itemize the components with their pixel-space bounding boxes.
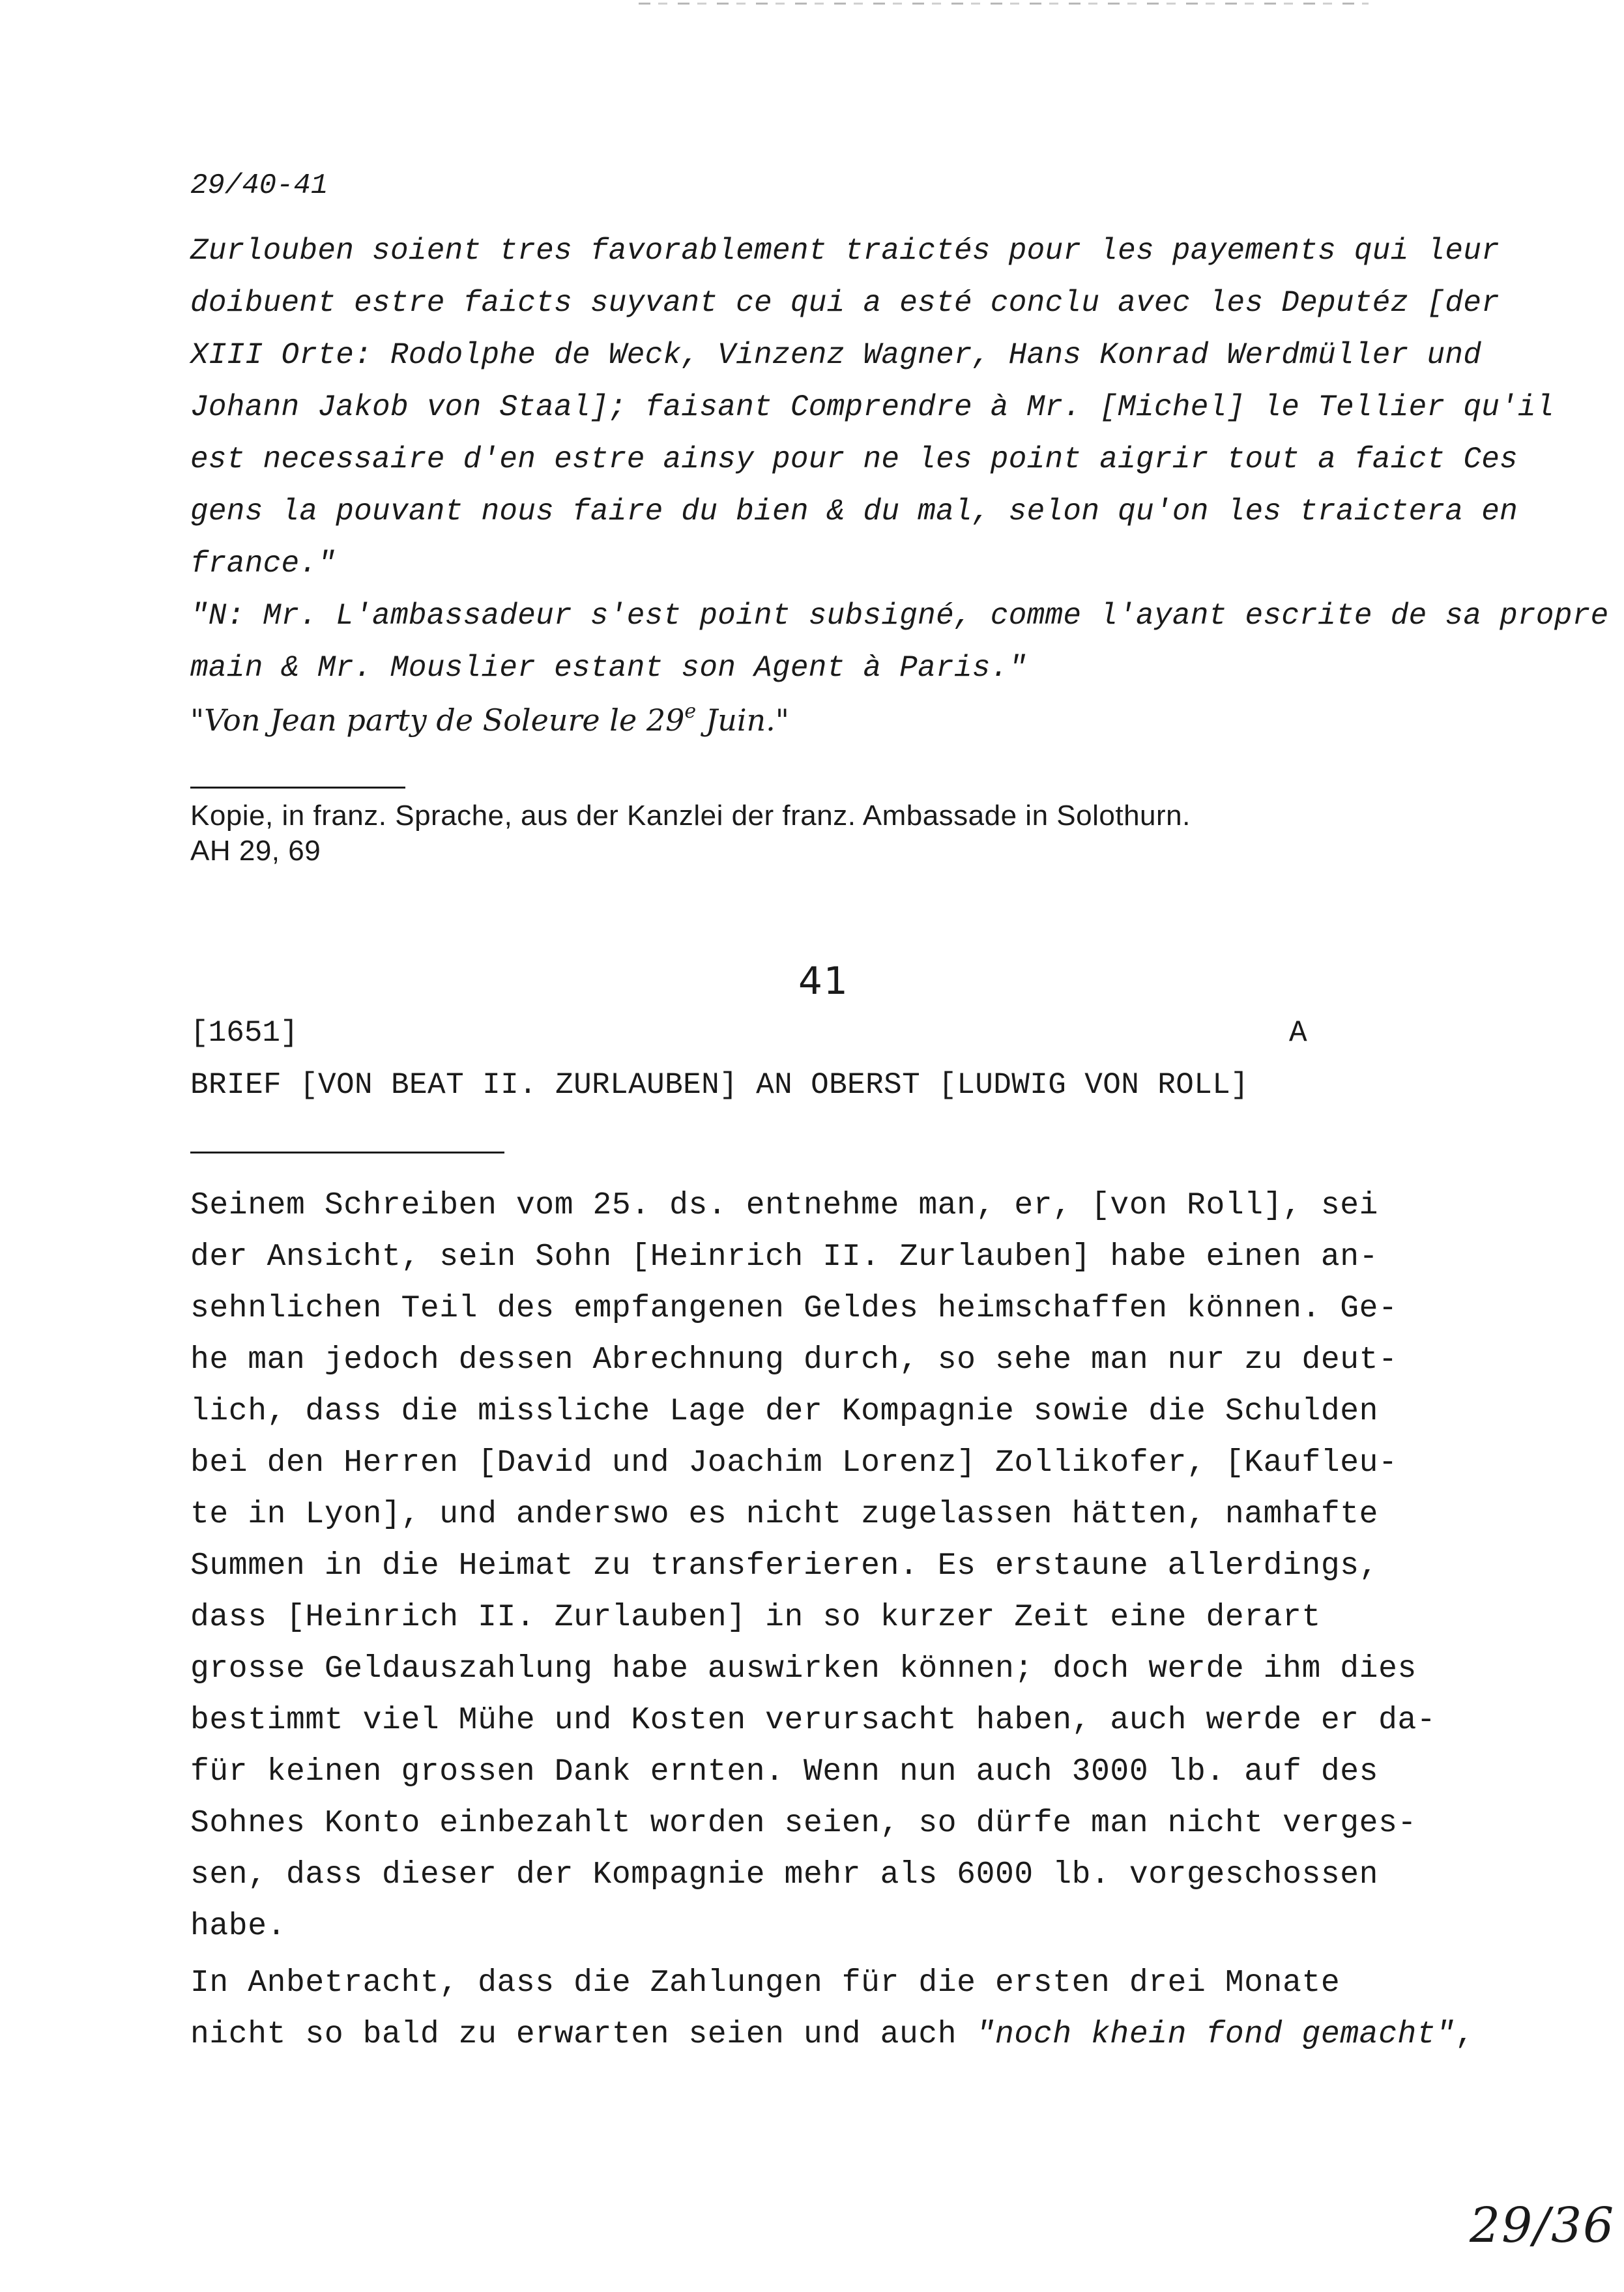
french-quote-line: Johann Jakob von Staal]; faisant Comprendre à Mr. [Michel] le Tellier qu'il <box>190 390 1554 424</box>
handwritten-line <box>190 694 789 751</box>
entry-title: BRIEF [VON BEAT II. ZURLAUBEN] AN OBERST [LUDWIG VON ROLL] <box>190 1068 1249 1102</box>
body-line: dass [Heinrich II. Zurlauben] in so kurzer Zeit eine derart <box>190 1600 1321 1635</box>
french-quote-line: Zurlouben soient tres favorablement traictés pour les payements qui leur <box>190 234 1500 268</box>
entry-type: A <box>1289 1016 1307 1050</box>
french-quote-line: XIII Orte: Rodolphe de Weck, Vinzenz Wagner, Hans Konrad Werdmüller und <box>190 338 1482 372</box>
body-line: Sohnes Konto einbezahlt worden seien, so dürfe man nicht verges- <box>190 1806 1417 1841</box>
body-line: sehnlichen Teil des empfangenen Geldes heimschaffen können. Ge- <box>190 1291 1398 1326</box>
body-line: bei den Herren [David und Joachim Lorenz] Zollikofer, [Kaufleu- <box>190 1445 1398 1481</box>
french-quote-line: france." <box>190 547 336 581</box>
french-quote-line: main & Mr. Mouslier estant son Agent à Paris." <box>190 651 1027 685</box>
body-line: te in Lyon], und anderswo es nicht zugelassen hätten, namhafte <box>190 1497 1379 1532</box>
french-quote-line: est necessaire d'en estre ainsy pour ne les point aigrir tout a faict Ces <box>190 442 1518 476</box>
french-quote-line: gens la pouvant nous faire du bien & du mal, selon qu'on les traictera en <box>190 495 1518 529</box>
handwritten-superscript: e <box>684 700 697 723</box>
body-line: sen, dass dieser der Kompagnie mehr als 6000 lb. vorgeschossen <box>190 1857 1379 1893</box>
entry-number: 41 <box>798 959 849 1003</box>
entry-date: [1651] <box>190 1016 298 1050</box>
body-line: bestimmt viel Mühe und Kosten verursacht haben, auch werde er da- <box>190 1703 1436 1738</box>
body-line: grosse Geldauszahlung habe auswirken können; doch werde ihm dies <box>190 1651 1417 1687</box>
body-line: Summen in die Heimat zu transferieren. Es erstaune allerdings, <box>190 1548 1379 1584</box>
archive-reference: 29/40-41 <box>190 169 328 202</box>
french-quote-line: doibuent estre faicts suyvant ce qui a esté conclu avec les Deputéz [der <box>190 286 1500 320</box>
source-note-line: Kopie, in franz. Sprache, aus der Kanzlei der franz. Ambassade in Solothurn. <box>190 800 1191 832</box>
source-note-line: AH 29, 69 <box>190 835 321 867</box>
body-line: In Anbetracht, dass die Zahlungen für die ersten drei Monate <box>190 1966 1341 2001</box>
body-line: der Ansicht, sein Sohn [Heinrich II. Zurlauben] habe einen an- <box>190 1240 1379 1275</box>
handwritten-text-end: Juin." <box>696 703 789 738</box>
title-divider <box>190 1152 504 1153</box>
handwritten-text: "Von Jean party de Soleure le 29 <box>190 703 685 738</box>
body-line-text: nicht so bald zu erwarten seien und auch <box>190 2017 976 2052</box>
body-line-trail: , <box>1455 2017 1475 2052</box>
scan-artifact-line <box>639 3 1369 5</box>
page-number: 29/36 <box>1470 2198 1616 2254</box>
body-line: lich, dass die missliche Lage der Kompagnie sowie die Schulden <box>190 1394 1379 1429</box>
body-line <box>190 2009 1474 2061</box>
body-line: für keinen grossen Dank ernten. Wenn nun auch 3000 lb. auf des <box>190 1754 1379 1790</box>
body-line: Seinem Schreiben vom 25. ds. entnehme man, er, [von Roll], sei <box>190 1188 1379 1223</box>
body-line: he man jedoch dessen Abrechnung durch, so sehe man nur zu deut- <box>190 1342 1398 1378</box>
body-line-quote: "noch khein fond gemacht" <box>976 2017 1455 2052</box>
body-line: habe. <box>190 1909 287 1944</box>
french-quote-line: "N: Mr. L'ambassadeur s'est point subsigné, comme l'ayant escrite de sa propre <box>190 599 1609 633</box>
section-divider <box>190 787 405 789</box>
